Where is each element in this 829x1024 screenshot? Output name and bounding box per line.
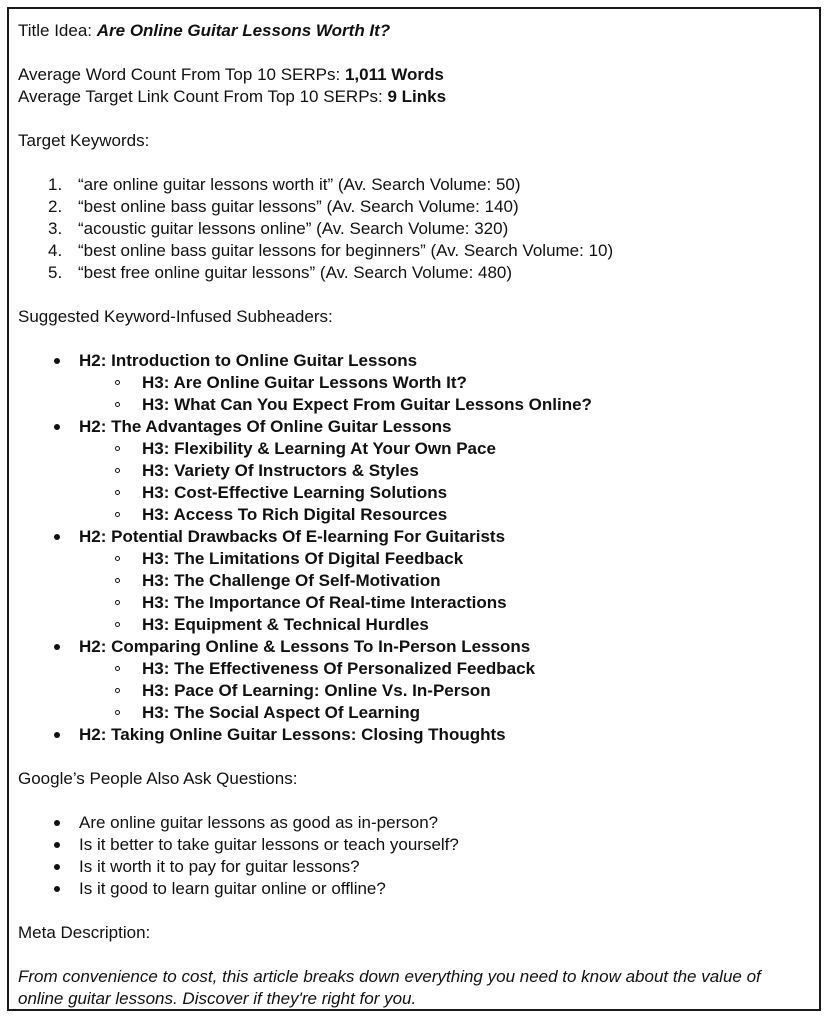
subheader-h2	[18, 724, 808, 746]
disc-bullet-icon	[54, 842, 60, 848]
paa-heading: Google’s People Also Ask Questions:	[18, 769, 298, 788]
subheader-text: H2: Taking Online Guitar Lessons: Closing Thoughts	[79, 725, 506, 744]
disc-bullet-icon	[54, 424, 60, 430]
subheader-text: H2: The Advantages Of Online Guitar Lessons	[79, 417, 452, 436]
circle-bullet-icon	[115, 688, 120, 693]
keyword-text: “best free online guitar lessons” (Av. Search Volume: 480)	[78, 263, 513, 282]
keyword-number: 1.	[48, 175, 63, 194]
subheader-h3	[18, 482, 808, 504]
subheader-text: H3: Access To Rich Digital Resources	[142, 505, 448, 524]
paa-question: Are online guitar lessons as good as in-person?	[79, 813, 439, 832]
keyword-number: 3.	[48, 219, 63, 238]
subheader-text: H2: Comparing Online & Lessons To In-Person Lessons	[79, 637, 531, 656]
title-label: Title Idea:	[18, 21, 97, 40]
subheader-text: H3: The Importance Of Real-time Interactions	[142, 593, 507, 612]
paa-list	[18, 812, 808, 900]
subheader-h3	[18, 548, 808, 570]
subheader-text: H3: The Challenge Of Self-Motivation	[142, 571, 441, 590]
paa-question: Is it good to learn guitar online or offline?	[79, 879, 386, 898]
circle-bullet-icon	[115, 402, 120, 407]
circle-bullet-icon	[115, 446, 120, 451]
subheader-text: H3: Flexibility & Learning At Your Own Pace	[142, 439, 496, 458]
subheader-text: H2: Introduction to Online Guitar Lessons	[79, 351, 418, 370]
circle-bullet-icon	[115, 380, 120, 385]
subheader-h2	[18, 416, 808, 438]
subheader-text: H3: Cost-Effective Learning Solutions	[142, 483, 448, 502]
paa-item	[18, 812, 808, 834]
title-line	[18, 20, 808, 42]
subheader-text: H3: The Social Aspect Of Learning	[142, 703, 421, 722]
subheader-h3	[18, 570, 808, 592]
keyword-text: “best online bass guitar lessons for beginners” (Av. Search Volume: 10)	[78, 241, 614, 260]
keyword-number: 2.	[48, 197, 63, 216]
subheader-h3	[18, 680, 808, 702]
link-count-line	[18, 86, 808, 108]
subheader-h3	[18, 438, 808, 460]
subheader-text: H3: Pace Of Learning: Online Vs. In-Person	[142, 681, 491, 700]
subheader-h3	[18, 614, 808, 636]
subheader-text: H3: Are Online Guitar Lessons Worth It?	[142, 373, 467, 392]
word-count-line	[18, 64, 808, 86]
disc-bullet-icon	[54, 864, 60, 870]
keyword-item	[18, 240, 808, 262]
subheaders-list	[18, 350, 808, 746]
keyword-text: “acoustic guitar lessons online” (Av. Search Volume: 320)	[78, 219, 509, 238]
meta-heading: Meta Description:	[18, 923, 151, 942]
keywords-list	[18, 174, 808, 284]
disc-bullet-icon	[54, 534, 60, 540]
circle-bullet-icon	[115, 666, 120, 671]
circle-bullet-icon	[115, 600, 120, 605]
keyword-item	[18, 218, 808, 240]
disc-bullet-icon	[54, 644, 60, 650]
circle-bullet-icon	[115, 556, 120, 561]
link-count-label: Average Target Link Count From Top 10 SERPs:	[18, 87, 388, 106]
keyword-item	[18, 196, 808, 218]
circle-bullet-icon	[115, 490, 120, 495]
subheader-text: H3: The Limitations Of Digital Feedback	[142, 549, 464, 568]
subheader-text: H3: Equipment & Technical Hurdles	[142, 615, 429, 634]
title-value: Are Online Guitar Lessons Worth It?	[96, 21, 391, 40]
disc-bullet-icon	[54, 732, 60, 738]
paa-question: Is it better to take guitar lessons or teach yourself?	[79, 835, 459, 854]
circle-bullet-icon	[115, 622, 120, 627]
subheader-h2	[18, 636, 808, 658]
word-count-label: Average Word Count From Top 10 SERPs:	[18, 65, 345, 84]
keyword-number: 5.	[48, 263, 63, 282]
paa-item	[18, 878, 808, 900]
word-count-value: 1,011 Words	[344, 65, 444, 84]
document-content	[18, 20, 808, 1010]
circle-bullet-icon	[115, 578, 120, 583]
keyword-text: “best online bass guitar lessons” (Av. Search Volume: 140)	[78, 197, 519, 216]
circle-bullet-icon	[115, 710, 120, 715]
link-count-value: 9 Links	[387, 87, 447, 106]
subheader-h3	[18, 658, 808, 680]
subheader-h3	[18, 702, 808, 724]
keyword-item	[18, 262, 808, 284]
subheader-h2	[18, 350, 808, 372]
circle-bullet-icon	[115, 468, 120, 473]
keyword-text: “are online guitar lessons worth it” (Av. Search Volume: 50)	[78, 175, 521, 194]
subheader-text: H3: Variety Of Instructors & Styles	[142, 461, 419, 480]
subheader-text: H2: Potential Drawbacks Of E-learning For Guitarists	[79, 527, 506, 546]
subheaders-heading: Suggested Keyword-Infused Subheaders:	[18, 307, 333, 326]
subheader-h2	[18, 526, 808, 548]
keywords-heading: Target Keywords:	[18, 131, 150, 150]
subheader-h3	[18, 394, 808, 416]
meta-description: From convenience to cost, this article breaks down everything you need to know about the value of online guitar lessons. Discover if they're right for you.	[18, 967, 761, 1008]
subheader-h3	[18, 460, 808, 482]
subheader-h3	[18, 592, 808, 614]
disc-bullet-icon	[54, 820, 60, 826]
keyword-item	[18, 174, 808, 196]
subheader-text: H3: What Can You Expect From Guitar Lessons Online?	[142, 395, 592, 414]
paa-item	[18, 856, 808, 878]
subheader-h3	[18, 372, 808, 394]
paa-item	[18, 834, 808, 856]
subheader-h3	[18, 504, 808, 526]
keyword-number: 4.	[48, 241, 63, 260]
disc-bullet-icon	[54, 886, 60, 892]
subheader-text: H3: The Effectiveness Of Personalized Feedback	[142, 659, 536, 678]
circle-bullet-icon	[115, 512, 120, 517]
paa-question: Is it worth it to pay for guitar lessons?	[79, 857, 360, 876]
disc-bullet-icon	[54, 358, 60, 364]
